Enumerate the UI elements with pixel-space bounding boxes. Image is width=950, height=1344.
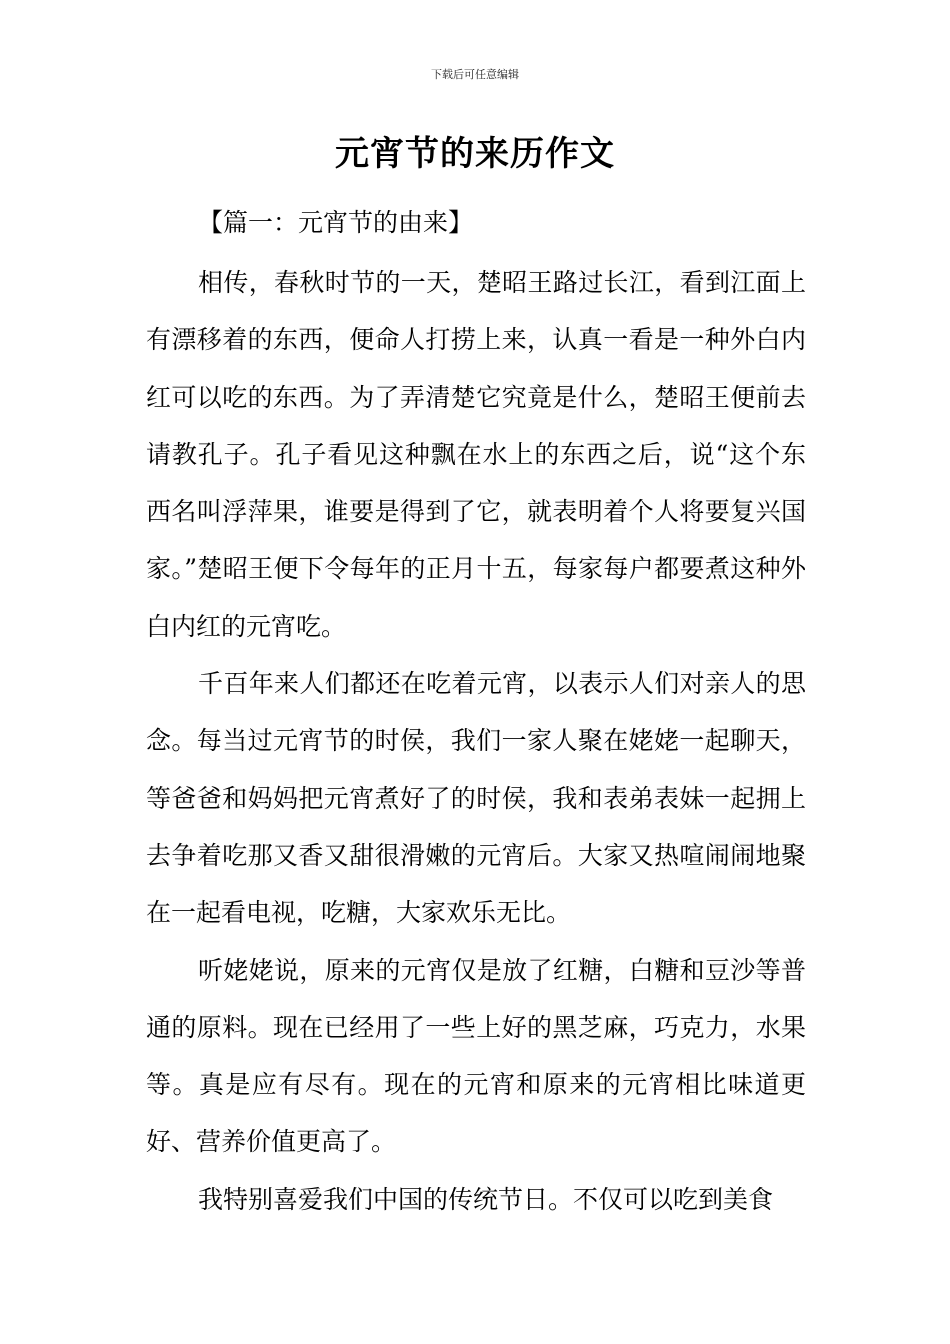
section-heading: 【篇一：元宵节的由来】 [198,208,474,237]
paragraph-1: 相传，春秋时节的一天，楚昭王路过长江，看到江面上有漂移着的东西，便命人打捞上来，认真一看是一种外白内红可以吃的东西。为了弄清楚它究竟是什么，楚昭王便前去请教孔子。孔子看见这种飘在水上的东西之后，说“这个东西名叫浮萍果，谁要是得到了它，就表明着个人将要复兴国家。”楚昭王便下令每年的正月十五，每家每户都要煮这种外白内红的元宵吃。 [146,268,806,641]
document-body [146,198,806,1228]
paragraph-4: 我特别喜爱我们中国的传统节日。不仅可以吃到美食 [198,1184,774,1214]
paragraph-3: 听姥姥说，原来的元宵仅是放了红糖，白糖和豆沙等普通的原料。现在已经用了一些上好的黑芝麻，巧克力，水果等。真是应有尽有。现在的元宵和原来的元宵相比味道更好、营养价值更高了。 [146,955,806,1157]
paragraph-2: 千百年来人们都还在吃着元宵，以表示人们对亲人的思念。每当过元宵节的时侯，我们一家人聚在姥姥一起聊天，等爸爸和妈妈把元宵煮好了的时侯，我和表弟表妹一起拥上去争着吃那又香又甜很滑嫩的元宵后。大家又热喧闹闹地聚在一起看电视，吃糖，大家欢乐无比。 [146,669,806,928]
header-note: 下载后可任意编辑 [431,68,519,81]
document-title: 元宵节的来历作文 [335,134,615,174]
